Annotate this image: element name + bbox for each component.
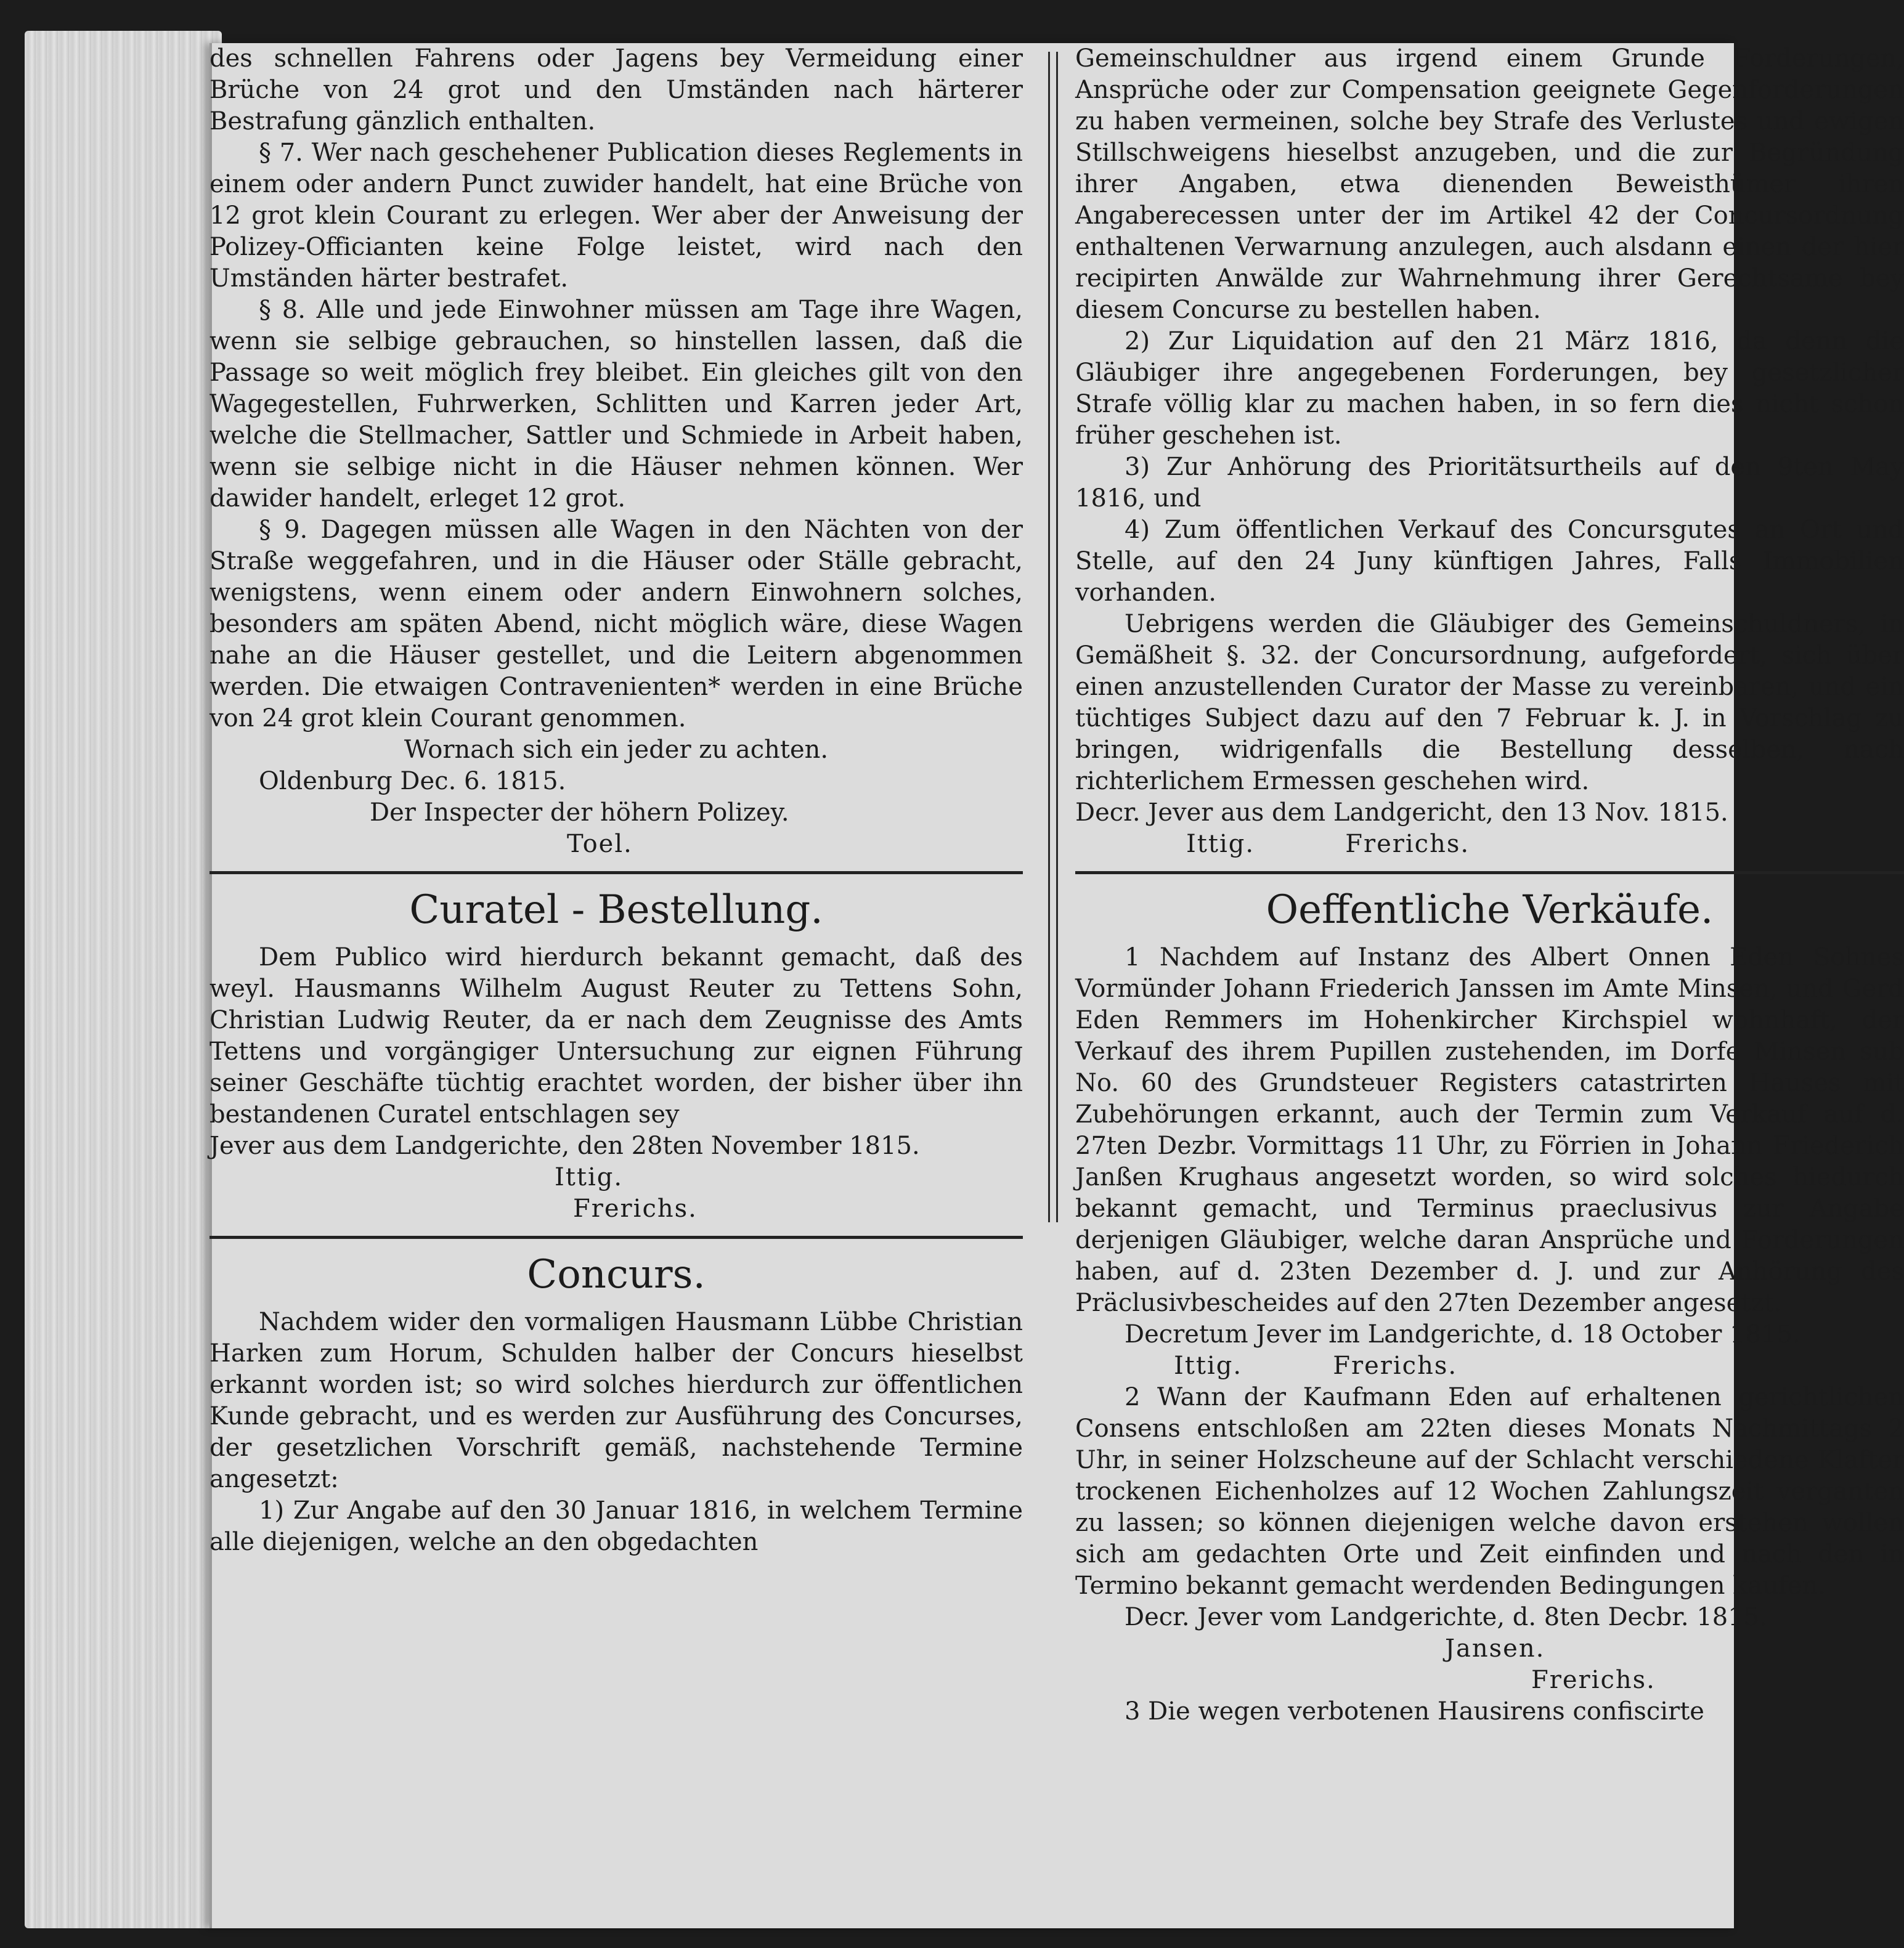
column-separator (1048, 52, 1058, 1222)
official-signature: Toel. (567, 830, 633, 858)
sale-notice-1-date: Decretum Jever im Landgerichte, d. 18 October 1815. (1125, 1320, 1800, 1349)
verkaeufe-heading: Oeffentliche Verkäufe. (1266, 887, 1714, 933)
paragraph-section-9: § 9. Dagegen müssen alle Wagen in den Nächten von der Straße weggefahren, und in die Häuser oder Ställe gebracht, wenigstens, wenn einem oder andern Einwohnern solches, besonders am späten Abend, nicht möglich wäre, diese Wagen nahe an die Häuser gestellet, und die Leitern abgenommen werden. Die etwaigen Contravenienten* werden in eine Brüche von 24 grot klein Courant genommen. (210, 516, 1023, 733)
paragraph-intro: des schnellen Fahrens oder Jagens bey Vermeidung einer Brüche von 24 grot und den Umständen nach härterer Bestrafung gänzlich enthalten. (210, 44, 1023, 136)
sale-notice-2-signature-1: Jansen. (1445, 1634, 1545, 1663)
concurs-item-1: 1) Zur Angabe auf den 30 Januar 1816, in welchem Termine alle diejenigen, welche an den obgedachten (210, 1496, 1023, 1556)
sale-notice-1: 1 Nachdem auf Instanz des Albert Onnen Eden Sohnes Vormünder Johann Friederich Janssen im Amte Minsen, und Gerd Eden Remmers im Hohenkircher Kirchspiel wohnhaft, der Verkauf des ihrem Pupillen zustehenden, im Dorfe Minsen sub No. 60 des Grundsteuer Registers catastrirten Hauses mit Zubehörungen erkannt, auch der Termin zum Verkauf auf d. 27ten Dezbr. Vormittags 11 Uhr, zu Förrien in Johann Friederich Janßen Krughaus angesetzt worden, so wird solches hiedurch bekannt gemacht, und Terminus praeclusivus zur Angabe derjenigen Gläubiger, welche daran Ansprüche und Forderungen haben, auf d. 23ten Dezember d. J. und zur Anhörung des Präclusivbescheides auf den 27ten Dezember angesetzt. (1075, 943, 1904, 1317)
closing-line: Wornach sich ein jeder zu achten. (404, 736, 829, 764)
left-column (210, 43, 1023, 1558)
curatel-text: Dem Publico wird hierdurch bekannt gemacht, daß des weyl. Hausmanns Wilhelm August Reuter zu Tettens Sohn, Christian Ludwig Reuter, da er nach dem Zeugnisse des Amts Tettens und vorgängiger Untersuchung zur eignen Führung seiner Geschäfte tüchtig erachtet worden, der bisher über ihn bestandenen Curatel entschlagen sey (210, 943, 1023, 1129)
sale-notice-1-signatures: Ittig. Frerichs. (1174, 1352, 1458, 1380)
concurs-item-4: 4) Zum öffentlichen Verkauf des Concursgutes an Ort und Stelle, auf den 24 Juny künftigen Jahres, Falls Immobilien vorhanden. (1075, 516, 1904, 607)
section-divider (210, 871, 1023, 874)
official-title: Der Inspecter der höhern Polizey. (370, 798, 789, 827)
sale-notice-2-signature-2: Frerichs. (1531, 1666, 1656, 1694)
concurs-uebrigens: Uebrigens werden die Gläubiger des Gemeinschuldners, in Gemäßheit §. 32. der Concursordnung, aufgefordert, sich über einen anzustellenden Curator der Masse zu vereinbaren, und ein tüchtiges Subject dazu auf den 7 Februar k. J. in Vorschlag zu bringen, widrigenfalls die Bestellung desselben, nach richterlichem Ermessen geschehen wird. (1075, 610, 1904, 795)
concurs-item-2: 2) Zur Liquidation auf den 21 März 1816, da denn die Gläubiger ihre angegebenen Forderungen, bey gesetzlicher Strafe völlig klar zu machen haben, in so fern dies nicht schon früher geschehen ist. (1075, 327, 1904, 450)
sale-notice-3: 3 Die wegen verbotenen Hausirens confiscirte (1125, 1697, 1704, 1726)
concurs-signatures: Ittig. Frerichs. (1186, 830, 1470, 858)
sale-notice-2-date: Decr. Jever vom Landgerichte, d. 8ten Decbr. 1815. (1125, 1603, 1767, 1631)
curatel-signature-2: Frerichs. (573, 1195, 698, 1223)
curatel-date: Jever aus dem Landgerichte, den 28ten November 1815. (210, 1132, 920, 1160)
section-divider (210, 1236, 1023, 1239)
sale-notice-2: 2 Wann der Kaufmann Eden auf erhaltenen gerichtlichen Consens entschloßen am 22ten dieses Monats Nachmittags 2 Uhr, in seiner Holzscheune auf der Schlacht verschiedene Klafter trockenen Eichenholzes auf 12 Wochen Zahlungszeit verganten zu lassen; so können diejenigen welche davon erstehen wollen sich am gedachten Orte und Zeit einfinden und nach den in Termino bekannt gemacht werdenden Bedingungen kaufen. (1075, 1383, 1904, 1600)
right-column (1075, 43, 1904, 1727)
place-date: Oldenburg Dec. 6. 1815. (259, 767, 566, 795)
paragraph-section-7: § 7. Wer nach geschehener Publication dieses Reglements in einem oder andern Punct zuwider handelt, hat eine Brüche von 12 grot klein Courant zu erlegen. Wer aber der Anweisung der Polizey-Officianten keine Folge leistet, wird nach den Umständen härter bestrafet. (210, 139, 1023, 293)
concurs-item-3: 3) Zur Anhörung des Prioritätsurtheils auf den 9ten May 1816, und (1075, 453, 1904, 513)
paragraph-section-8: § 8. Alle und jede Einwohner müssen am Tage ihre Wagen, wenn sie selbige gebrauchen, so hinstellen lassen, daß die Passage so weit möglich frey bleibet. Ein gleiches gilt von den Wagegestellen, Fuhrwerken, Schlitten und Karren jeder Art, welche die Stellmacher, Sattler und Schmiede in Arbeit haben, wenn sie selbige nicht in die Häuser nehmen können. Wer dawider handelt, erleget 12 grot. (210, 296, 1023, 513)
concurs-text: Nachdem wider den vormaligen Hausmann Lübbe Christian Harken zum Horum, Schulden halber der Concurs hieselbst erkannt worden ist; so wird solches hierdurch zur öffentlichen Kunde gebracht, und es werden zur Ausführung des Concurses, der gesetzlichen Vorschrift gemäß, nachstehende Termine angesetzt: (210, 1308, 1023, 1493)
concurs-heading: Concurs. (527, 1252, 706, 1297)
concurs-date: Decr. Jever aus dem Landgericht, den 13 Nov. 1815. (1075, 798, 1728, 827)
book-page-edges (25, 31, 222, 1928)
curatel-heading: Curatel - Bestellung. (409, 887, 823, 933)
concurs-continuation: Gemeinschuldner aus irgend einem Grunde Forderungen, Ansprüche oder zur Compensation geeignete Gegenforderungen zu haben vermeinen, solche bey Strafe des Verlustes und ewigen Stillschweigens hieselbst anzugeben, und die zur Begründung ihrer Angaben, etwa dienenden Beweisthümer ihren Angaberecessen unter der im Artikel 42 der Concursordnung enthaltenen Verwarnung anzulegen, auch alsdann einen der hier recipirten Anwälde zur Wahrnehmung ihrer Gerechtsame bey diesem Concurse zu bestellen haben. (1075, 44, 1904, 324)
curatel-signature-1: Ittig. (555, 1163, 624, 1191)
section-divider (1075, 871, 1904, 874)
